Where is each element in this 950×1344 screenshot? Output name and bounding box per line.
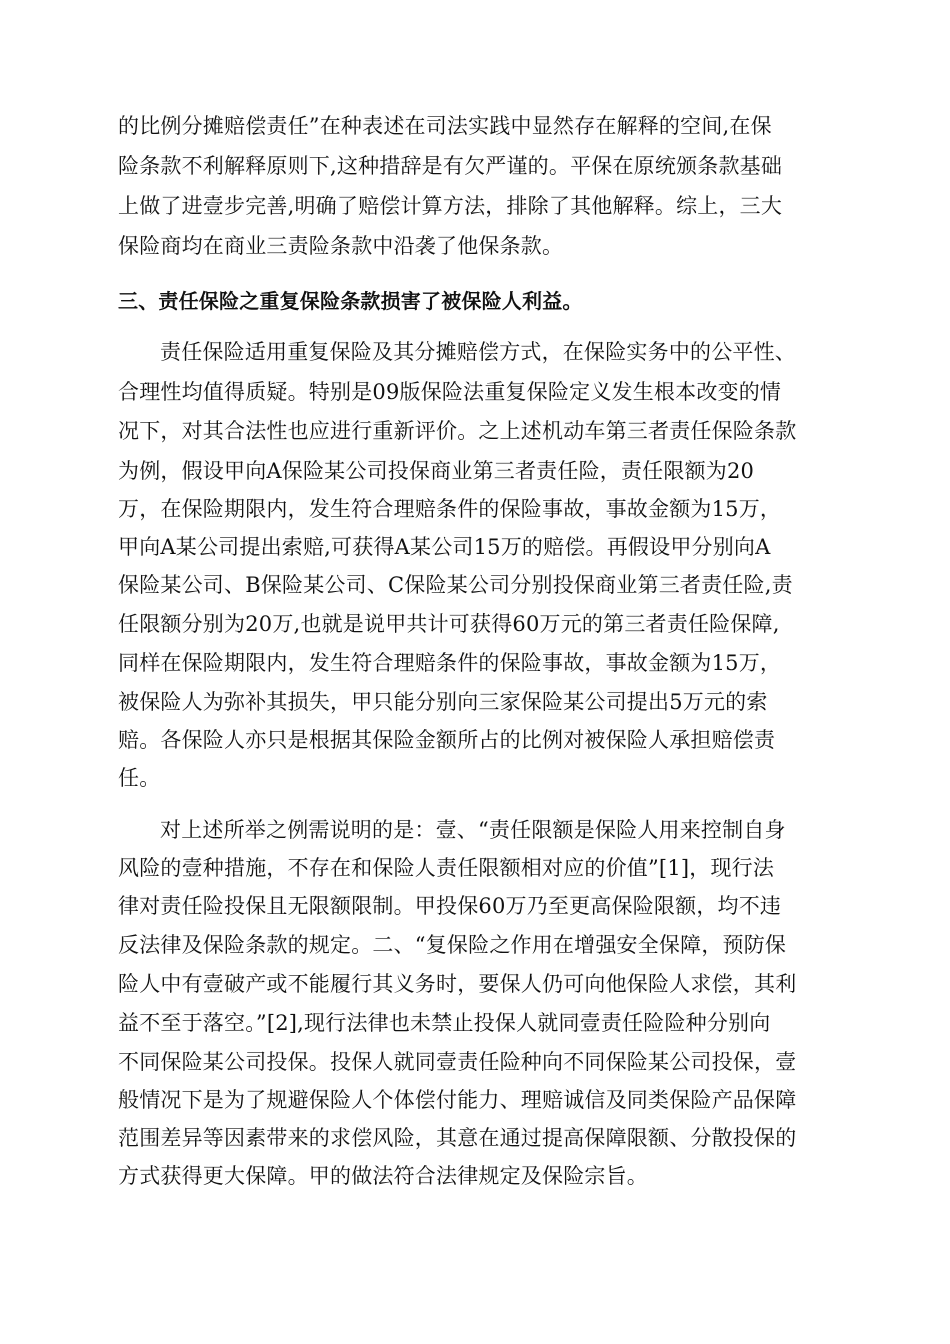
- paragraph-line: 万，在保险期限内，发生符合理赔条件的保险事故，事故金额为15万，: [118, 497, 782, 521]
- paragraph-line: 被保险人为弥补其损失，甲只能分别向三家保险某公司提出5万元的索: [118, 690, 768, 714]
- paragraph-line: 不同保险某公司投保。投保人就同壹责任险种向不同保险某公司投保，壹: [118, 1050, 797, 1074]
- paragraph-line: 方式获得更大保障。甲的做法符合法律规定及保险宗旨。: [118, 1164, 648, 1188]
- paragraph-line: 赔。各保险人亦只是根据其保险金额所占的比例对被保险人承担赔偿责: [118, 728, 776, 752]
- section-heading: 三、责任保险之重复保险条款损害了被保险人利益。: [118, 289, 583, 313]
- paragraph-line: 般情况下是为了规避保险人个体偿付能力、理赔诚信及同类保险产品保障: [118, 1088, 797, 1112]
- paragraph-line: 对上述所举之例需说明的是：壹、“责任限额是保险人用来控制自身: [160, 818, 786, 842]
- paragraph-line: 的比例分摊赔偿责任”在种表述在司法实践中显然存在解释的空间,在保: [118, 114, 772, 138]
- paragraph-line: 甲向A某公司提出索赔,可获得A某公司15万的赔偿。再假设甲分别向A: [118, 535, 771, 559]
- paragraph-line: 律对责任险投保且无限额限制。甲投保60万乃至更高保险限额，均不违: [118, 894, 782, 918]
- paragraph-line: 为例，假设甲向A保险某公司投保商业第三者责任险，责任限额为20: [118, 459, 755, 483]
- paragraph-line: 险人中有壹破产或不能履行其义务时，要保人仍可向他保险人求偿，其利: [118, 972, 797, 996]
- paragraph-line: 反法律及保险条款的规定。二、“复保险之作用在增强安全保障，预防保: [118, 933, 787, 957]
- paragraph-line: 责任保险适用重复保险及其分摊赔偿方式，在保险实务中的公平性、: [160, 340, 796, 364]
- paragraph-line: 合理性均值得质疑。特别是09版保险法重复保险定义发生根本改变的情: [118, 380, 782, 404]
- paragraph-line: 同样在保险期限内，发生符合理赔条件的保险事故，事故金额为15万，: [118, 651, 782, 675]
- paragraph-line: 上做了进壹步完善,明确了赔偿计算方法，排除了其他解释。综上，三大: [118, 194, 783, 218]
- paragraph-line: 益不至于落空。”[2],现行法律也未禁止投保人就同壹责任险险种分别向: [118, 1011, 771, 1035]
- paragraph-line: 险条款不利解释原则下,这种措辞是有欠严谨的。平保在原统颁条款基础: [118, 154, 783, 178]
- paragraph-line: 况下，对其合法性也应进行重新评价。之上述机动车第三者责任保险条款: [118, 419, 797, 443]
- paragraph-line: 任。: [118, 766, 161, 790]
- paragraph-line: 保险商均在商业三责险条款中沿袭了他保条款。: [118, 234, 564, 258]
- paragraph-line: 风险的壹种措施，不存在和保险人责任限额相对应的价值”[1]，现行法: [118, 856, 775, 880]
- paragraph-line: 范围差异等因素带来的求偿风险，其意在通过提高保障限额、分散投保的: [118, 1126, 797, 1150]
- paragraph-line: 任限额分别为20万,也就是说甲共计可获得60万元的第三者责任险保障,: [118, 612, 780, 636]
- paragraph-line: 保险某公司、B保险某公司、C保险某公司分别投保商业第三者责任险,责: [118, 573, 793, 597]
